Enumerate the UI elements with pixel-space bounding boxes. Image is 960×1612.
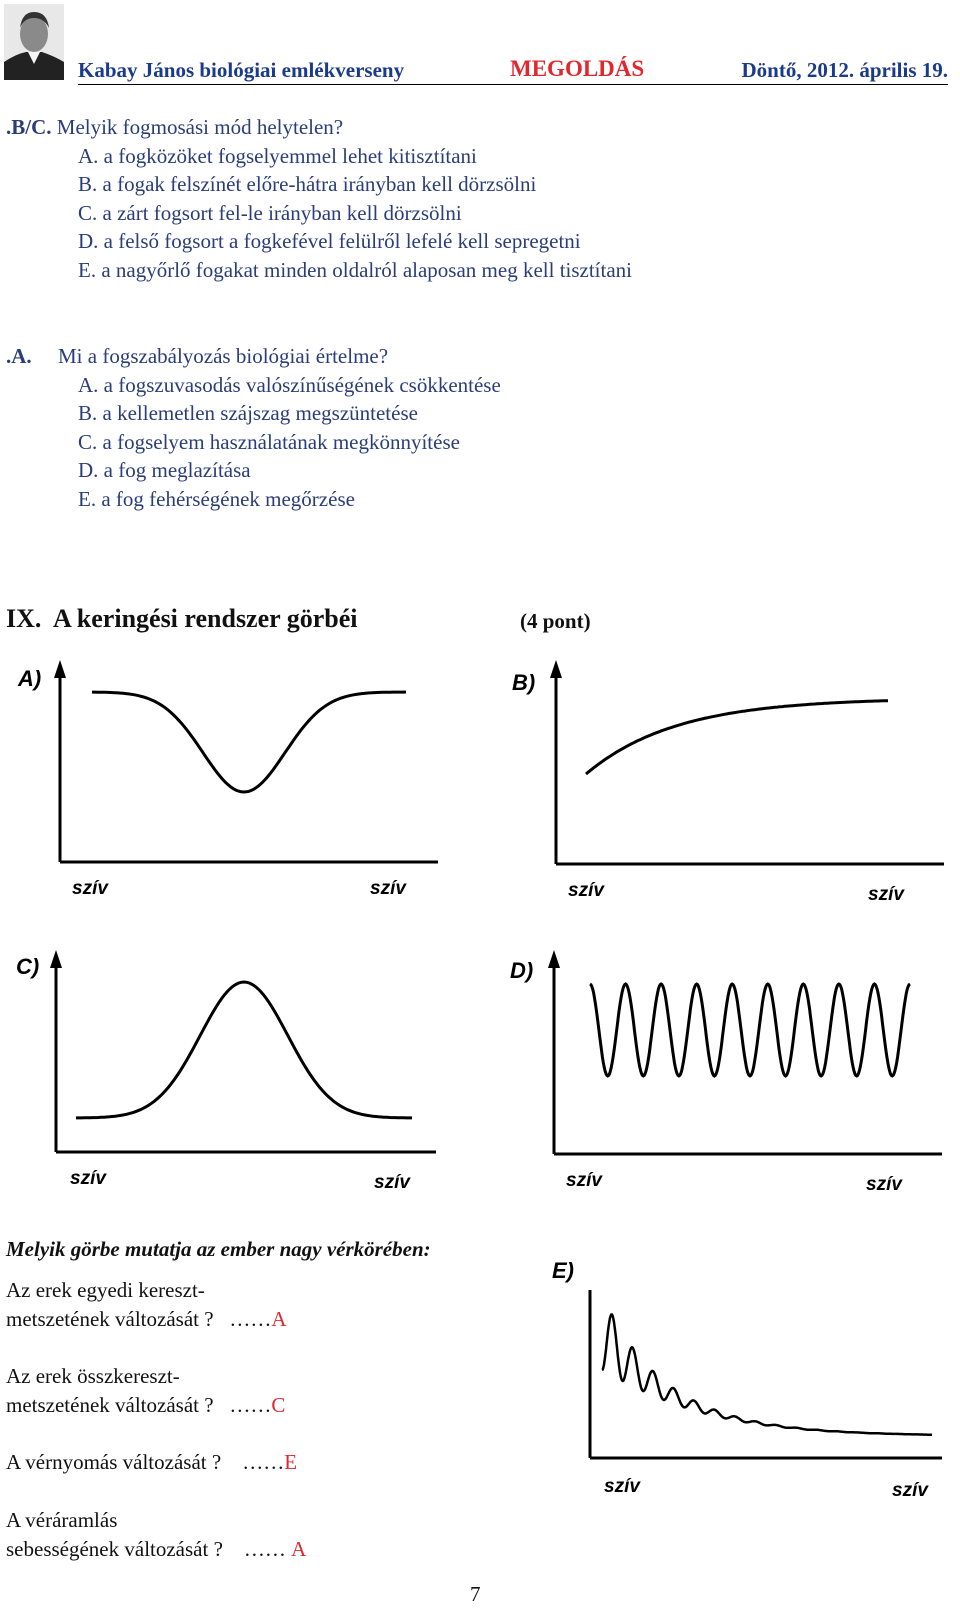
chart-a-x-label-end: szív (370, 878, 406, 899)
chart-d-curve (590, 984, 910, 1076)
question-1 (6, 113, 632, 284)
question-1-option: D. a felső fogsort a fogkefével felülről lefelé kell sepregetni (78, 229, 581, 253)
chart-c-x-label-start: szív (70, 1168, 106, 1189)
question-2-mark: .A. (6, 344, 32, 368)
answer-item-dots: …… (229, 1307, 272, 1331)
chart-a-x-label-start: szív (72, 878, 108, 899)
header-round: Döntő, 2012. április 19. (741, 58, 948, 82)
answer-item-line2: A vérnyomás változását ? (6, 1450, 222, 1474)
question-2-option: C. a fogselyem használatának megkönnyítése (78, 429, 460, 454)
section-points: (4 pont) (520, 609, 591, 633)
answer-item (6, 1506, 306, 1564)
answer-item (6, 1448, 297, 1477)
chart-e-title: E) (552, 1258, 574, 1283)
answer-item-value: A (291, 1537, 307, 1561)
chart-a-title: A) (18, 666, 42, 691)
answer-item-value: C (271, 1393, 286, 1417)
chart-d-x-label-end: szív (866, 1174, 902, 1195)
question-2-option: A. a fogszuvasodás valószínűségének csökkentése (78, 372, 501, 397)
section-title: IX. A keringési rendszer görbéi (6, 604, 358, 633)
header-mode: MEGOLDÁS (510, 56, 645, 81)
answer-item-line1: A véráramlás (6, 1508, 118, 1532)
answer-item-line2: metszetének változását ? (6, 1393, 214, 1417)
chart-a-arrow-icon (54, 660, 66, 678)
chart-d-title: D) (510, 958, 534, 983)
chart-b-arrow-icon (550, 660, 562, 678)
chart-c-curve (76, 982, 412, 1118)
answer-item-line1: Az erek összkereszt- (6, 1364, 180, 1388)
chart-d (508, 950, 948, 1200)
chart-a-curve (92, 692, 406, 792)
page-header (78, 54, 948, 85)
answer-item-dots: …… (242, 1450, 285, 1474)
questions-heading: Melyik görbe mutatja az ember nagy vérkörében: (6, 1237, 431, 1261)
question-1-option: A. a fogközöket fogselyemmel lehet kitisztítani (78, 143, 477, 168)
chart-e-x-label-end: szív (892, 1480, 928, 1501)
chart-b-x-label-start: szív (568, 880, 604, 901)
chart-d-x-label-start: szív (566, 1170, 602, 1191)
question-1-option: C. a zárt fogsort fel-le irányban kell dörzsölni (78, 200, 462, 225)
answer-item-dots: …… (243, 1537, 286, 1561)
answer-item-dots: …… (229, 1393, 272, 1417)
header-title: Kabay János biológiai emlékverseny (78, 58, 405, 82)
question-2-text: Mi a fogszabályozás biológiai értelme? (58, 344, 389, 368)
question-2 (6, 342, 501, 513)
chart-c-x-label-end: szív (374, 1172, 410, 1193)
chart-c-title: C) (16, 954, 40, 979)
question-2-option: E. a fog fehérségének megőrzése (78, 486, 355, 511)
chart-d-arrow-icon (548, 950, 560, 968)
question-2-option: B. a kellemetlen szájszag megszüntetése (78, 401, 418, 425)
question-1-option: E. a nagyőrlő fogakat minden oldalról alaposan meg kell tisztítani (78, 257, 633, 282)
chart-e (540, 1250, 950, 1510)
chart-e-x-label-start: szív (604, 1476, 640, 1497)
answer-item (6, 1276, 286, 1334)
answer-item-line2: metszetének változását ? (6, 1307, 214, 1331)
chart-c (12, 950, 442, 1200)
chart-b-curve (586, 701, 888, 774)
question-1-mark: .B/C. (6, 115, 52, 139)
question-1-text: Melyik fogmosási mód helytelen? (56, 115, 344, 139)
answer-item-value: E (284, 1450, 298, 1474)
page-number: 7 (470, 1582, 481, 1606)
chart-e-curve (602, 1315, 932, 1435)
answer-item-line1: Az erek egyedi kereszt- (6, 1278, 205, 1302)
chart-c-arrow-icon (50, 950, 62, 968)
question-2-option: D. a fog meglazítása (78, 458, 251, 482)
chart-a (14, 660, 444, 910)
answer-item-line2: sebességének változását ? (6, 1537, 223, 1561)
chart-b-title: B) (512, 670, 536, 695)
answer-item (6, 1362, 285, 1420)
chart-b-x-label-end: szív (868, 884, 904, 905)
chart-b (510, 660, 950, 910)
answer-item-value: A (271, 1307, 287, 1331)
portrait-image (4, 4, 64, 80)
question-1-option: B. a fogak felszínét előre-hátra irányban kell dörzsölni (78, 172, 537, 196)
